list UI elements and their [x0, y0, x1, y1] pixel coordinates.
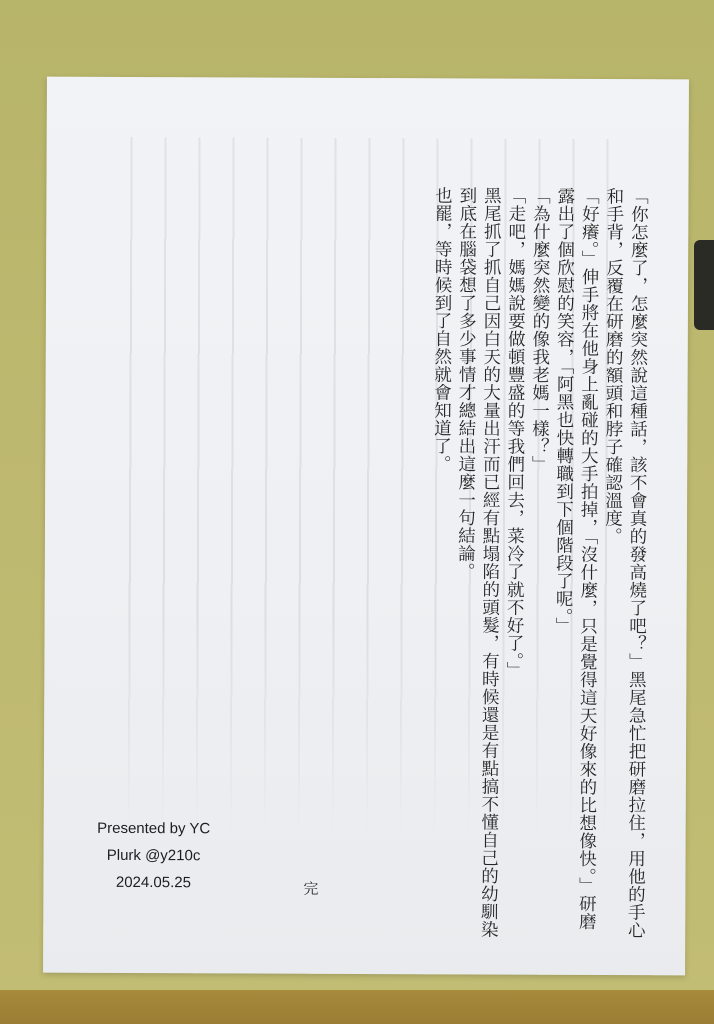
paragraph: 「走吧，媽媽說要做頓豐盛的等我們回去，菜冷了就不好了。」 [503, 186, 526, 680]
paragraph: 也罷，等時候到了自然就會知道了。 [431, 186, 453, 473]
paper-sheet [43, 77, 689, 976]
end-mark: 完 [303, 879, 319, 898]
paragraph: 「好癢。」伸手將在他身上亂碰的大手拍掉，「沒什麼，只是覺得這天好像來的比想像快。」研磨露出了個欣慰的笑容，「阿黑也快轉職到下個階段了呢。」 [553, 186, 600, 931]
credit-date: 2024.05.25 [115, 873, 192, 892]
desk-edge [0, 990, 714, 1024]
paragraph: 黑尾抓了抓自己因白天的大量出汗而已經有點塌陷的頭髮，有時候還是有點搞不懂自己的幼馴染到底在腦袋想了多少事情才總結出這麼一句結論。 [455, 186, 502, 939]
dark-object [694, 240, 714, 330]
paragraph: 「為什麼突然變的像我老媽一樣？」 [529, 186, 551, 474]
story-text [427, 186, 651, 947]
credits-block [83, 815, 223, 897]
credit-plurk-handle: Plurk @y210c [106, 846, 201, 865]
paragraph: 「你怎麼了，怎麼突然說這種話，該不會真的發高燒了吧？」黑尾急忙把研磨拉住，用他的手心和手背，反覆在研磨的額頭和脖子確認溫度。 [602, 187, 649, 940]
credit-presented-by: Presented by YC [97, 819, 211, 838]
